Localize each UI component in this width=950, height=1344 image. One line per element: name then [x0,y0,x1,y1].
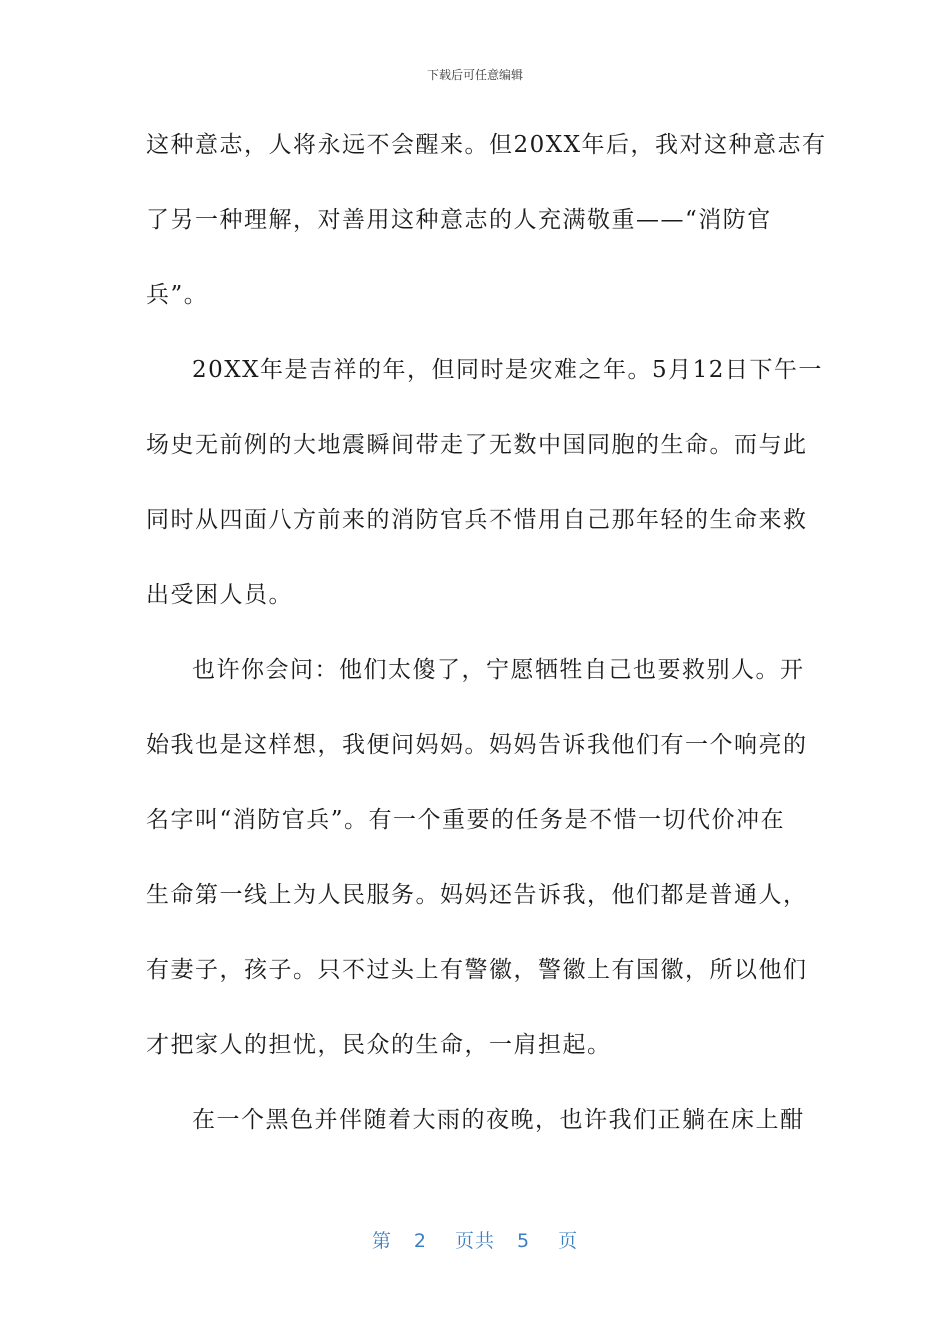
body-line: 出受困人员。 [146,582,293,608]
current-page-number: 2 [413,1230,427,1252]
footer-suffix: 页 [558,1230,579,1252]
paragraph-first-line: 也许你会问：他们太傻了，宁愿牺牲自己也要救别人。开 [192,657,805,683]
footer-prefix: 第 [371,1230,392,1252]
body-line: 兵”。 [146,282,209,308]
body-line: 名字叫“消防官兵”。有一个重要的任务是不惜一切代价冲在 [146,807,786,833]
body-line: 这种意志，人将永远不会醒来。但20XX年后，我对这种意志有 [146,132,827,158]
paragraph-first-line: 20XX年是吉祥的年，但同时是灾难之年。5月12日下午一 [192,357,823,383]
paragraph-first-line: 在一个黑色并伴随着大雨的夜晚，也许我们正躺在床上酣 [192,1107,805,1133]
body-line: 才把家人的担忧，民众的生命，一肩担起。 [146,1032,612,1058]
body-line: 有妻子，孩子。只不过头上有警徽，警徽上有国徽，所以他们 [146,957,808,983]
page-header: 下载后可任意编辑 [426,68,523,82]
total-pages-number: 5 [517,1230,531,1252]
page-footer [0,1226,950,1253]
body-line: 场史无前例的大地震瞬间带走了无数中国同胞的生命。而与此 [146,432,808,458]
body-line: 了另一种理解，对善用这种意志的人充满敬重——“消防官 [146,207,772,233]
body-line: 始我也是这样想，我便问妈妈。妈妈告诉我他们有一个响亮的 [146,732,808,758]
body-line: 同时从四面八方前来的消防官兵不惜用自己那年轻的生命来救 [146,507,808,533]
body-line: 生命第一线上为人民服务。妈妈还告诉我，他们都是普通人， [146,882,808,908]
footer-middle: 页共 [454,1230,495,1252]
